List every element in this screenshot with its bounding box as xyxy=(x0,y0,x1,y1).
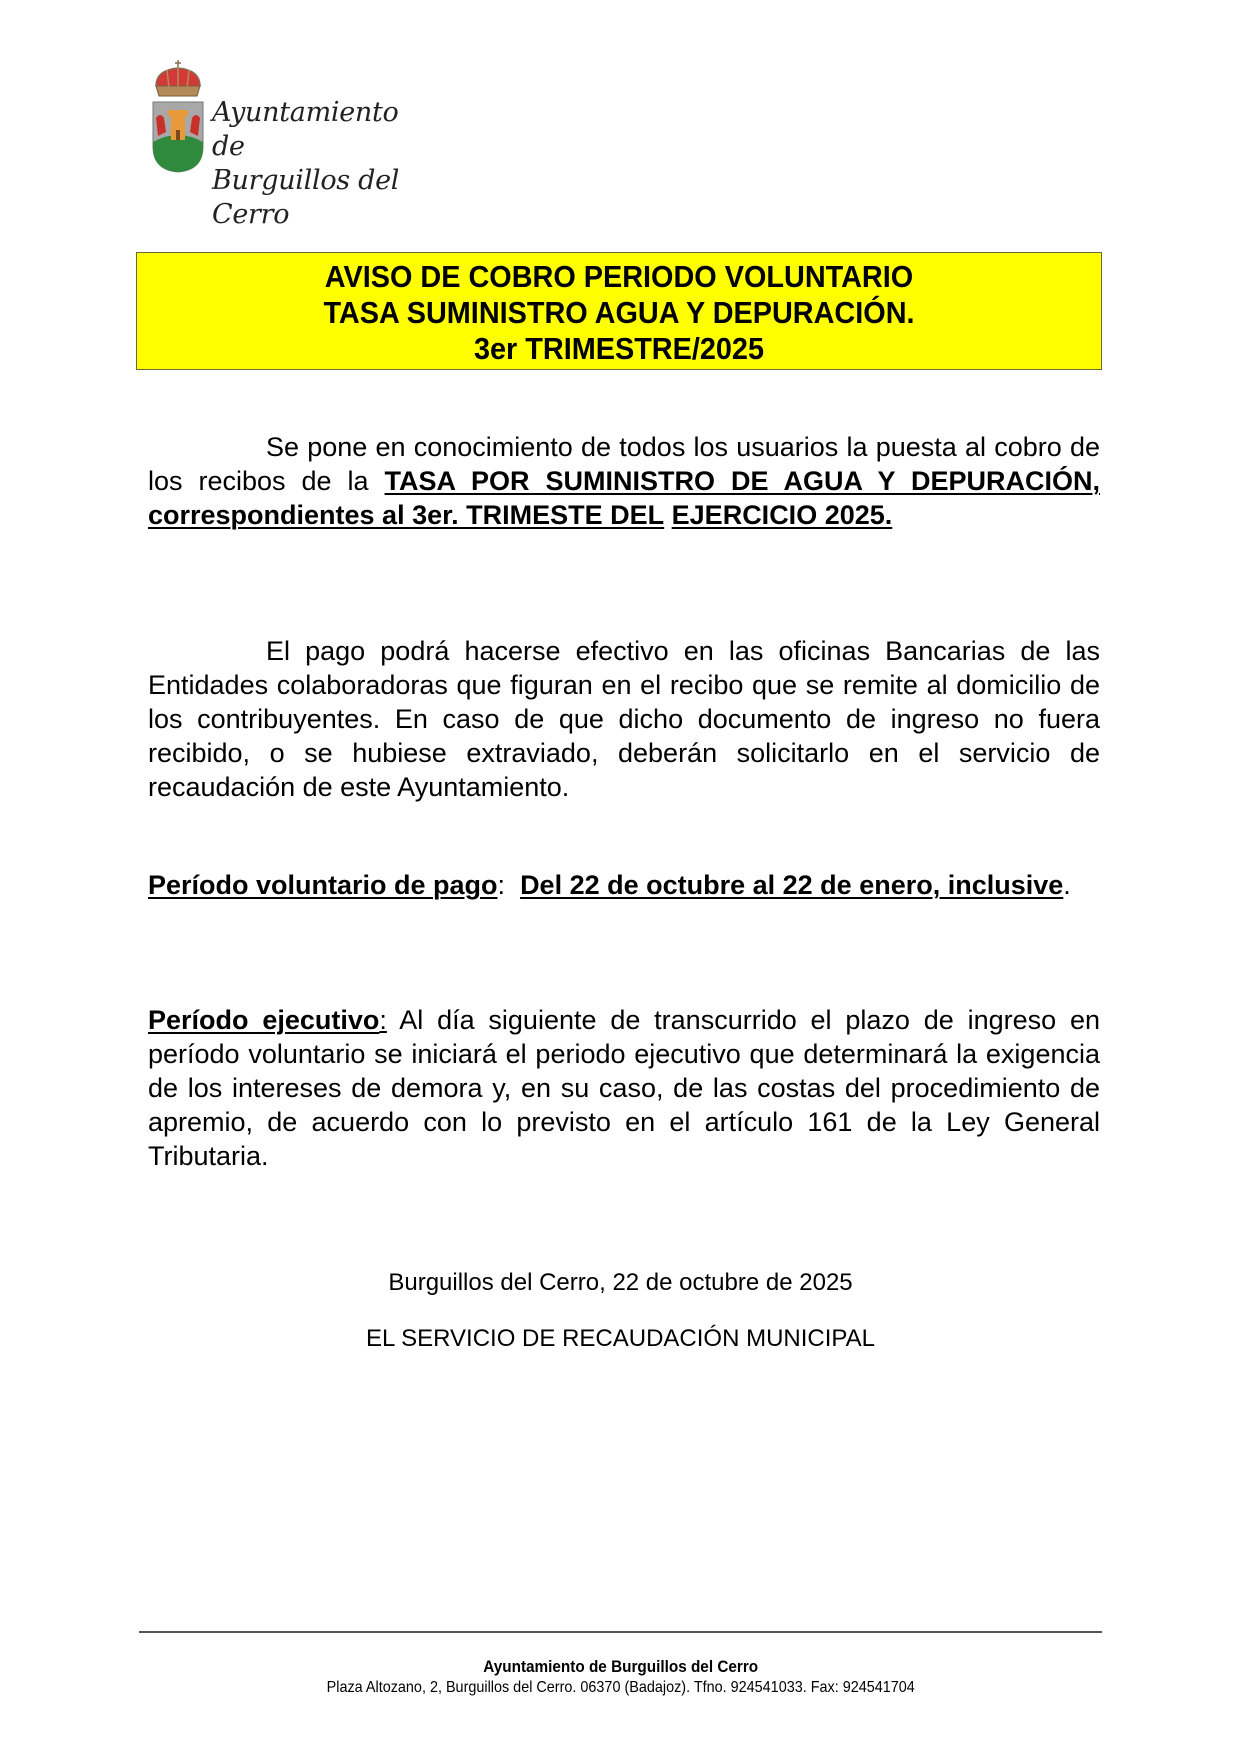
executive-period-label: Período ejecutivo xyxy=(148,1005,380,1035)
voluntary-period-label: Período voluntario de pago xyxy=(148,870,498,900)
coat-of-arms-icon xyxy=(150,58,206,174)
place-date-text: Burguillos del Cerro, 22 de octubre de 2025 xyxy=(388,1269,853,1296)
title-line-1: AVISO DE COBRO PERIODO VOLUNTARIO xyxy=(324,259,914,294)
service-text: EL SERVICIO DE RECAUDACIÓN MUNICIPAL xyxy=(366,1325,875,1352)
intro-paragraph xyxy=(148,430,1100,532)
period-end: . xyxy=(1063,870,1071,900)
place-and-date xyxy=(0,1268,1241,1298)
footer-organization xyxy=(0,1657,1241,1677)
payment-text: El pago podrá hacerse efectivo en las oficinas Bancarias de las Entidades colaboradoras que figuran en el recibo que se remite al domicilio de los contribuyentes. En caso de que dicho documento de ingreso no fuera recibido, o se hubiese extraviado, deberán solicitarlo en el servicio de recaudación de este Ayuntamiento. xyxy=(148,636,1100,802)
title-line-2: TASA SUMINISTRO AGUA Y DEPURACIÓN. xyxy=(323,295,915,330)
voluntary-period-dates: Del 22 de octubre al 22 de enero, inclusive xyxy=(520,870,1064,900)
footer-address-text: Plaza Altozano, 2, Burguillos del Cerro. 06370 (Badajoz). Tfno. 924541033. Fax: 924541704 xyxy=(326,1679,915,1696)
signing-service xyxy=(0,1324,1241,1354)
fiscal-year-emphasis: EJERCICIO 2025. xyxy=(671,500,893,530)
logo-line-2: Burguillos del Cerro xyxy=(212,165,400,230)
logo-text xyxy=(212,96,430,232)
executive-period-paragraph xyxy=(148,1003,1100,1173)
municipal-logo xyxy=(150,58,430,230)
title-line-3: 3er TRIMESTRE/2025 xyxy=(473,331,765,366)
footer-org-name: Ayuntamiento de Burguillos del Cerro xyxy=(483,1657,758,1676)
colon: : xyxy=(497,870,506,900)
notice-title-box xyxy=(136,252,1102,370)
tax-name-emphasis: TASA POR SUMINISTRO DE AGUA Y DEPURACIÓN, correspondientes al 3er. TRIMESTE DEL xyxy=(148,466,1101,530)
footer-address xyxy=(0,1678,1241,1698)
intro-text: Se pone en conocimiento de todos los usuarios la puesta al cobro de los recibos de la xyxy=(148,432,1100,496)
logo-line-1: Ayuntamiento de xyxy=(212,97,399,162)
voluntary-period-paragraph xyxy=(148,868,1100,902)
payment-paragraph xyxy=(148,634,1100,804)
executive-period-text: Al día siguiente de transcurrido el plazo de ingreso en período voluntario se iniciará el periodo ejecutivo que determinará la exigencia de los intereses de demora y, en su caso, de las costas del procedimiento de apremio, de acuerdo con lo previsto en el artículo 161 de la Ley General Tributaria. xyxy=(148,1005,1100,1171)
footer-divider xyxy=(139,1631,1102,1633)
colon: : xyxy=(379,1005,387,1035)
